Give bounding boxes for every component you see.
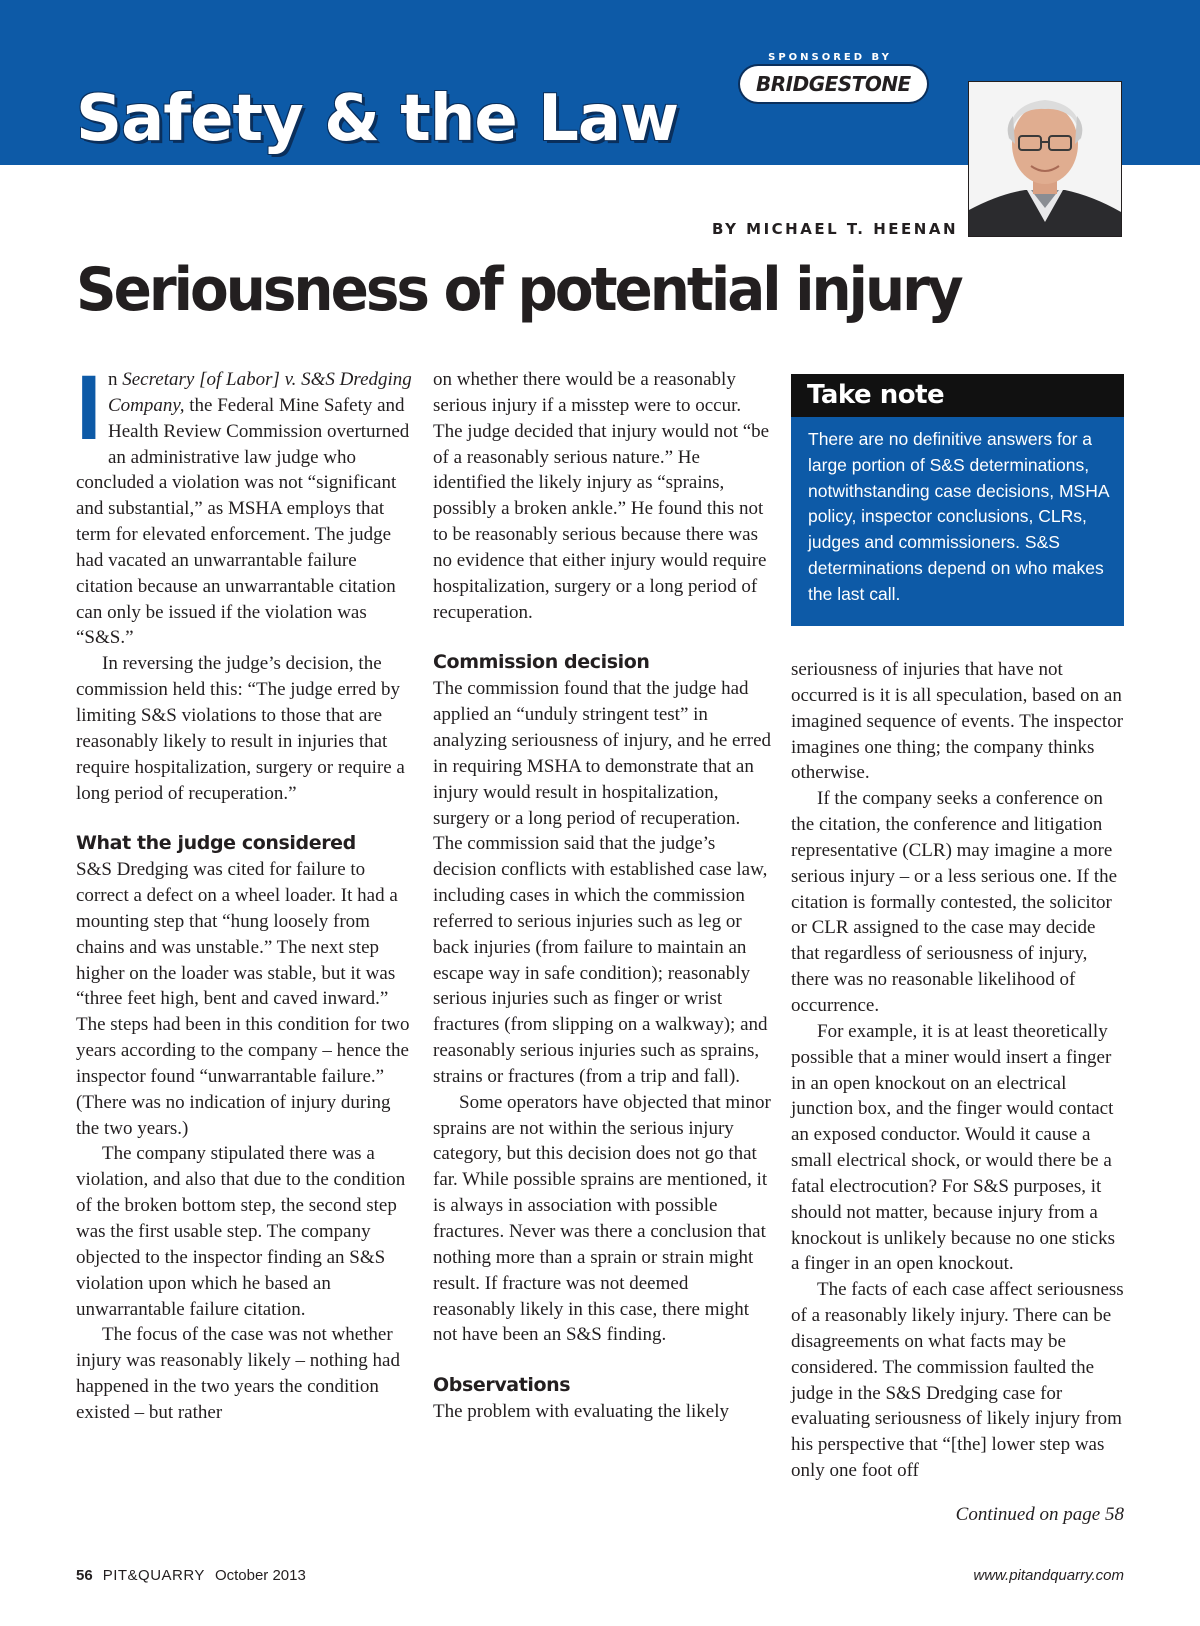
take-note-body: There are no definitive answers for a large portion of S&S determinations, notwithstanding case decisions, MSHA policy, inspector conclusions, CLRs, judges and commissioners. S&S determinations depend on who makes the last call. bbox=[808, 429, 1109, 604]
body-paragraph: If the company seeks a conference on the citation, the conference and litigation representative (CLR) may imagine a more serious injury – or a less serious one. If the citation is formally contested, the solicitor or CLR assigned to the case may decide that regardless of seriousness of injury, there was no reasonable likelihood of occurrence. bbox=[791, 788, 1118, 1016]
footer-website-link[interactable]: www.pitandquarry.com bbox=[973, 1567, 1124, 1584]
bridgestone-logo: BRIDGESTONE bbox=[740, 66, 927, 102]
intro-text-rest: the Federal Mine Safety and Health Review Commission overturned an administrative law judge who concluded a violation was not “significant and substantial,” as MSHA employs that term for elevated enforcement. The judge had vacated an unwarrantable failure citation because an unwarrantable citation can only be issued if the violation was “S&S.” bbox=[76, 394, 410, 649]
body-paragraph: For example, it is at least theoretically possible that a miner would insert a finger in an open knockout on an electrical junction box, and the finger would contact an exposed conductor. Would it cause a small electrical shock, or would there be a fatal electrocution? For S&S purposes, it should not matter, because injury from a knockout is unlikely because no one sticks a finger in an open knockout. bbox=[791, 1020, 1115, 1275]
subhead-observations: Observations bbox=[433, 1374, 571, 1397]
author-photo bbox=[968, 81, 1122, 237]
drop-cap: I bbox=[76, 357, 102, 459]
sponsor-block bbox=[740, 52, 920, 102]
footer-folio bbox=[76, 1567, 306, 1584]
body-paragraph: Some operators have objected that minor sprains are not within the serious injury category, but this decision does not go that far. While possible sprains are mentioned, it is always in association with possible fractures. Never was there a conclusion that nothing more than a sprain or strain might result. If fracture was not deemed reasonably likely in this case, there might not have been an S&S finding. bbox=[433, 1091, 771, 1346]
article-column-2 bbox=[433, 367, 773, 1425]
body-paragraph: The focus of the case was not whether injury was reasonably likely – nothing had happened in the two years the condition existed – but rather bbox=[76, 1324, 400, 1423]
intro-paragraph bbox=[76, 357, 416, 651]
subhead-what-the-judge-considered: What the judge considered bbox=[76, 832, 356, 855]
sponsor-label: SPONSORED BY bbox=[768, 52, 892, 63]
body-paragraph: S&S Dredging was cited for failure to correct a defect on a wheel loader. It had a mounting step that “hung loosely from chains and was unstable.” The next step higher on the loader was stable, but it was “three feet high, bent and caved inward.” The steps had been in this condition for two years according to the company – hence the inspector found “unwarrantable failure.” (There was no indication of injury during the two years.) bbox=[76, 859, 410, 1139]
byline: BY MICHAEL T. HEENAN bbox=[711, 220, 958, 238]
body-paragraph: The facts of each case affect seriousness of a reasonably likely injury. There can be disagreements on what facts may be considered. The commission faulted the judge in the S&S Dredging case for evaluating seriousness of likely injury from his perspective that “[the] lower step was only one foot off bbox=[791, 1279, 1124, 1482]
take-note-title: Take note bbox=[791, 374, 1124, 417]
author-portrait-icon bbox=[969, 82, 1121, 236]
intro-text-start: n bbox=[108, 369, 123, 390]
magazine-name: PIT&QUARRY bbox=[102, 1567, 205, 1584]
article-headline: Seriousness of potential injury bbox=[76, 255, 961, 325]
body-paragraph: The commission found that the judge had applied an “unduly stringent test” in analyzing seriousness of injury, and he erred in requiring MSHA to demonstrate that an injury would result in hospitalization, surgery or a long period of recuperation. The commission said that the judge’s decision conflicts with established case law, including cases in which the commission referred to serious injuries such as leg or back injuries (from failure to maintain an escape way in safe condition); reasonably serious injuries such as finger or wrist fractures (from slipping on a walkway); and reasonably serious injuries such as sprains, strains or fractures (from a trip and fall). bbox=[433, 678, 772, 1087]
column-title: Safety & the Law bbox=[76, 82, 679, 156]
article-column-1 bbox=[76, 357, 416, 1426]
body-paragraph: In reversing the judge’s decision, the commission held this: “The judge erred by limiting S&S violations to those that are reasonably likely to result in injuries that require hospitalization, surgery or require a long period of recuperation.” bbox=[76, 653, 405, 804]
body-paragraph: The company stipulated there was a violation, and also that due to the condition of the broken bottom step, the second step was the first usable step. The company objected to the inspector finding an S&S violation upon which he based an unwarrantable failure citation. bbox=[76, 1143, 406, 1320]
take-note-box bbox=[791, 374, 1124, 626]
page-number: 56 bbox=[76, 1567, 93, 1584]
body-paragraph: The problem with evaluating the likely bbox=[433, 1401, 730, 1423]
continued-on-page: Continued on page 58 bbox=[955, 1504, 1124, 1525]
body-paragraph: on whether there would be a reasonably serious injury if a misstep were to occur. The judge decided that injury would not “be of a reasonably serious nature.” He identified the likely injury as “sprains, possibly a broken ankle.” He found this not to be reasonably serious because there was no evidence that either injury would require hospitalization, surgery or a long period of recuperation. bbox=[433, 369, 770, 623]
issue-date: October 2013 bbox=[214, 1567, 306, 1584]
subhead-commission-decision: Commission decision bbox=[433, 651, 650, 674]
article-column-3 bbox=[791, 657, 1124, 1484]
body-paragraph: seriousness of injuries that have not occurred is it is all speculation, based on an imagined sequence of events. The inspector imagines one thing; the company thinks otherwise. bbox=[791, 659, 1124, 784]
case-name: Secretary [of Labor] v. S&S Dredging Company, bbox=[108, 369, 412, 416]
